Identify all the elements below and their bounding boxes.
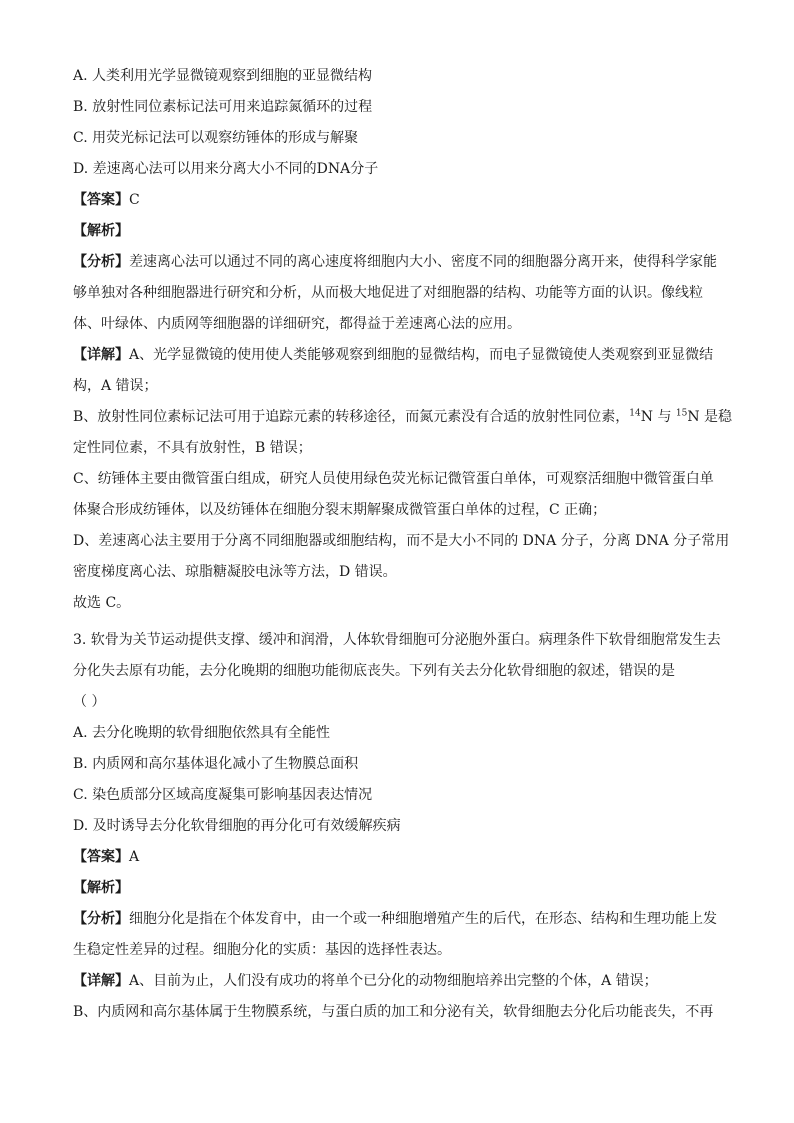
q2-conclusion: 故选 C。 <box>73 595 131 611</box>
q3-option-c: C. 染色质部分区域高度凝集可影响基因表达情况 <box>73 787 373 803</box>
q2-detail-line: C、纺锤体主要由微管蛋白组成，研究人员使用绿色荧光标记微管蛋白单体，可观察活细胞中微管蛋白单 <box>73 471 714 487</box>
isotope-a-symbol: N <box>640 409 653 425</box>
q2-detail-line: 体聚合形成纺锤体，以及纺锤体在细胞分裂末期解聚成微管蛋白单体的过程，C 正确； <box>73 502 607 518</box>
q3-detail-line <box>73 972 725 992</box>
q3-detail-text: A、目前为止，人们没有成功的将单个已分化的动物细胞培养出完整的个体，A 错误； <box>129 973 658 989</box>
q2-answer-value: C <box>129 192 140 208</box>
q3-option-b: B. 内质网和高尔基体退化减小了生物膜总面积 <box>73 756 359 772</box>
q3-analysis-text: 细胞分化是指在个体发育中，由一个或一种细胞增殖产生的后代，在形态、结构和生理功能上发 <box>129 911 717 927</box>
q2-option-b: B. 放射性同位素标记法可用来追踪氮循环的过程 <box>73 99 373 115</box>
q3-option-d: D. 及时诱导去分化软骨细胞的再分化可有效缓解疾病 <box>73 818 401 834</box>
q2-detail-line <box>73 408 733 428</box>
q3-answer-label: 【答案】 <box>73 849 129 865</box>
isotope-b-symbol: N <box>687 409 700 425</box>
isotope-b-mass: 15 <box>675 408 688 419</box>
q2-detail-line: 定性同位素，不具有放射性，B 错误； <box>73 440 312 456</box>
q2-option-a: A. 人类利用光学显微镜观察到细胞的亚显微结构 <box>73 68 373 84</box>
q2-analysis-line <box>73 253 725 273</box>
q2-detail-title: 【详解】 <box>73 347 129 363</box>
isotope-joiner: 与 <box>653 409 676 425</box>
q3-analysis-line <box>73 910 725 930</box>
q3-analysis-title: 【分析】 <box>73 911 129 927</box>
q3-answer <box>73 848 725 868</box>
q2-analysis-title: 【分析】 <box>73 254 129 270</box>
q3-detail-title: 【详解】 <box>73 973 129 989</box>
q2-option-d: D. 差速离心法可以用来分离大小不同的DNA分子 <box>73 161 379 177</box>
q2-analysis-line: 够单独对各种细胞器进行研究和分析，从而极大地促进了对细胞器的结构、功能等方面的认识。像线粒 <box>73 285 703 301</box>
q3-answer-value: A <box>129 849 140 865</box>
q3-stem-line: 3. 软骨为关节运动提供支撑、缓冲和润滑，人体软骨细胞可分泌胞外蛋白。病理条件下软骨细胞常发生去 <box>73 632 721 648</box>
q2-detail-text: A、光学显微镜的使用使人类能够观察到细胞的显微结构，而电子显微镜使人类观察到亚显微结 <box>129 347 714 363</box>
q2-option-c: C. 用荧光标记法可以观察纺锤体的形成与解聚 <box>73 130 359 146</box>
q2-analysis-text: 差速离心法可以通过不同的离心速度将细胞内大小、密度不同的细胞器分离开来，使得科学家能 <box>129 254 717 270</box>
q2-detail-line: 构，A 错误； <box>73 378 158 394</box>
q3-analysis-label: 【解析】 <box>73 880 129 896</box>
q2-analysis-line: 体、叶绿体、内质网等细胞器的详细研究，都得益于差速离心法的应用。 <box>73 316 521 332</box>
q2-detail-line: D、差速离心法主要用于分离不同细胞器或细胞结构，而不是大小不同的 DNA 分子，分离 DNA 分子常用 <box>73 533 730 549</box>
q2-analysis-label: 【解析】 <box>73 223 129 239</box>
q2-answer <box>73 191 725 211</box>
q3-detail-line: B、内质网和高尔基体属于生物膜系统，与蛋白质的加工和分泌有关，软骨细胞去分化后功能丧失，不再 <box>73 1004 714 1020</box>
q3-analysis-line: 生稳定性差异的过程。细胞分化的实质：基因的选择性表达。 <box>73 942 451 958</box>
isotope-a-mass: 14 <box>629 408 641 419</box>
q2-answer-label: 【答案】 <box>73 192 129 208</box>
q3-stem-line: 分化失去原有功能，去分化晚期的细胞功能彻底丧失。下列有关去分化软骨细胞的叙述，错误的是 <box>73 663 675 679</box>
q2-detail-text: B、放射性同位素标记法可用于追踪元素的转移途径，而氮元素没有合适的放射性同位素， <box>73 409 630 425</box>
q3-option-a: A. 去分化晚期的软骨细胞依然具有全能性 <box>73 725 331 741</box>
isotope-tail: 是稳 <box>699 409 733 425</box>
q3-answer-blank: （ ） <box>73 694 106 710</box>
q2-detail-line: 密度梯度离心法、琼脂糖凝胶电泳等方法，D 错误。 <box>73 564 397 580</box>
q2-detail-line <box>73 346 725 366</box>
